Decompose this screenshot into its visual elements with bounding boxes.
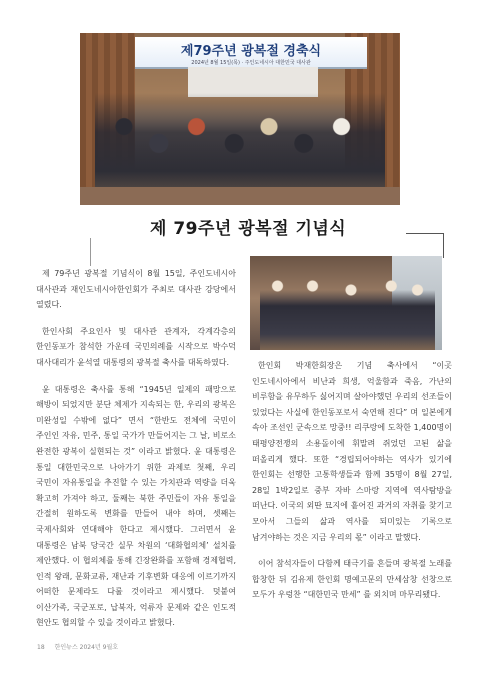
article-headline: 제 79주년 광복절 기념식 bbox=[150, 219, 347, 239]
flag-waving-photo bbox=[250, 256, 442, 350]
floor bbox=[80, 187, 400, 205]
decorative-line bbox=[443, 233, 444, 258]
paragraph: 한인사회 주요인사 및 대사관 관계자, 각계각층의 한인동포가 참석한 가운데 국민의례를 시작으로 박수덕 대사대리가 윤석열 대통령의 광복절 축사를 대독하였다. bbox=[36, 326, 236, 367]
ceremony-banner bbox=[135, 37, 367, 69]
paragraph: 한인회 박재한회장은 기념 축사에서 “이곳 인도네시아에서 비난과 희생, 억울함과 죽음, 가난의 비루함을 유무하두 싫어지며 살아야했던 우리의 선조들이 있었다는 사실에 한인동포로서 숙연해 진다” 며 일본에게 속아 조선인 군속으로 망중!! 리쿠랑에 도착한 1,400명이 태평양전쟁의 소용돌이에 휘말려 쥐었던 고된 삶을 떠올리게 했다. 또한 “경립되어야하는 역사가 있기에 한인회는 선행한 고통학생들과 함께 35명이 8월 27일, 28일 1박2일로 중부 자바 스마랑 지역에 역사탐방을 떠난다. 이국의 외딴 묘지에 흩어진 과거의 자취를 찾기고 모아서 그들의 삶과 역사를 되미있는 기록으로 남겨야하는 것은 지금 우리의 몫” 이라고 말했다. bbox=[252, 361, 452, 542]
decorative-line bbox=[406, 233, 443, 234]
page-footer bbox=[37, 642, 118, 651]
banner-subtitle: 2024년 8월 15일(목) · 주인도네시아 대한민국 대사관 bbox=[191, 60, 311, 66]
banner-title: 제79주년 광복절 경축식 bbox=[180, 44, 322, 59]
attendees-waving bbox=[260, 270, 435, 350]
group-photo bbox=[80, 33, 400, 205]
article-column-right bbox=[252, 358, 452, 614]
article-column-left bbox=[36, 266, 236, 642]
publication-name: 한인뉴스 2024년 9월호 bbox=[54, 644, 119, 651]
paragraph: 이어 참석자들이 다함께 태극기를 흔들며 광복절 노래를 합창한 뒤 김유제 한인회 명예고문의 만세삼창 선창으로 모두가 우렁찬 “대한민국 만세” 를 외치며 마무리됐다. bbox=[252, 559, 452, 600]
paragraph: 제 79주년 광복절 기념식이 8월 15일, 주인도네시아 대사관과 재인도네시아한인회가 주최로 대사관 강당에서 열렸다. bbox=[36, 269, 236, 310]
decorative-line bbox=[90, 238, 91, 266]
page-number: 18 bbox=[37, 644, 45, 651]
paragraph: 윤 대통령은 축사를 통해 “1945년 일제의 패망으로 해방이 되었지만 분단 체제가 지속되는 한, 우리의 광복은 미완성일 수밖에 없다” 면서 “한반도 전체에 국민이 주인인 자유, 민주, 통일 국가가 만들어지는 그 날, 비로소 완전한 광복이 실현되는 것” 이라고 밝혔다. 윤 대통령은 통일 대한민국으로 나아가기 위한 과제로 첫째, 우리 국민이 자유통일을 추진할 수 있는 가치관과 역량을 더욱 확고히 가져야 하고, 둘째는 북한 주민들이 자유 통일을 간절히 원하도록 변화를 만들어 내야 하며, 셋째는 국제사회와 연대해야 한다고 제시했다. 그러면서 윤 대통령은 남북 당국간 실무 차원의 ‘대화협의체’ 설치를 제안했다. 이 협의체를 통해 긴장완화를 포함해 경제협력, 인적 왕래, 문화교류, 재난과 기후변화 대응에 이르기까지 어떠한 문제라도 다룰 것이라고 제시했다. 덧붙여 이산가족, 국군포로, 납북자, 억류자 문제와 같은 인도적 현안도 협의할 수 있을 것이라고 밝혔다. bbox=[36, 384, 236, 628]
